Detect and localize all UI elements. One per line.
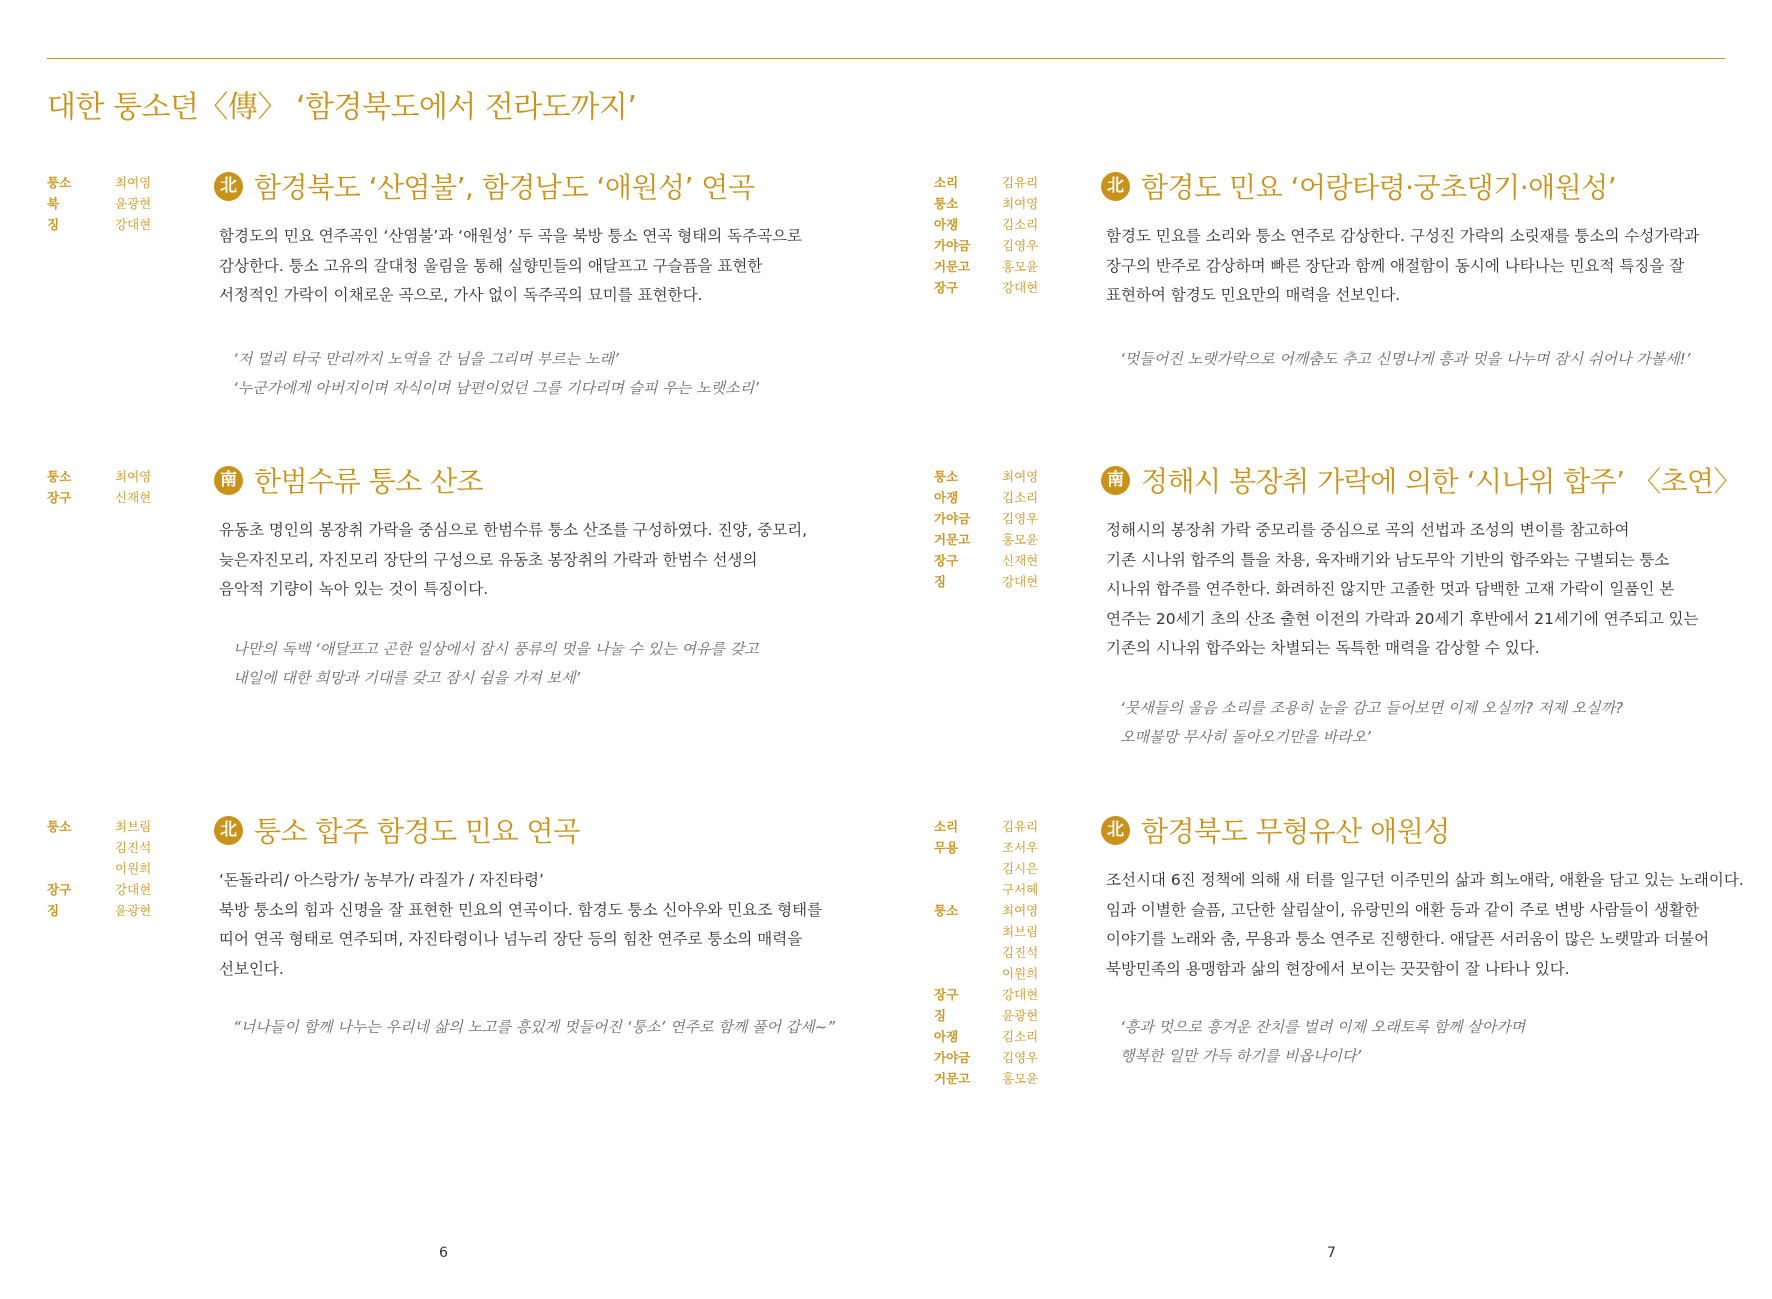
region-badge: 南 [1101,466,1130,495]
credit-role: 장구 [934,553,959,568]
credit-row [934,963,1094,984]
region-badge: 南 [214,466,243,495]
credit-name: 조서우 [1002,840,1039,855]
description-line: 유동초 명인의 봉장취 가락을 중심으로 한범수류 퉁소 산조를 구성하였다. 진양, 중모리, [219,521,808,539]
credit-name: 최브림 [1002,924,1039,939]
credit-role: 징 [934,574,947,589]
credit-name: 윤광현 [115,903,152,918]
credit-name: 신재현 [115,490,152,505]
item-heading [214,166,754,206]
item-title: 한범수류 퉁소 산조 [254,465,484,498]
item-title: 함경도 민요 ‘어랑타령·궁초댕기·애원성’ [1141,171,1617,204]
credit-row [934,837,1094,858]
item-quote [233,635,873,693]
credit-name: 강대현 [1002,574,1039,589]
top-rule [47,58,1725,59]
credit-row [934,858,1094,879]
page-number-left: 6 [439,1245,448,1261]
item-heading [1101,810,1450,850]
item-quote [233,1013,873,1042]
credit-row [47,900,207,921]
credit-row [934,529,1094,550]
credits-list [47,172,207,235]
credits-list [934,816,1094,1089]
description-line: 함경도 민요를 소리와 퉁소 연주로 감상한다. 구성진 가락의 소릿재를 퉁소의 수성가락과 [1106,227,1700,245]
credit-role: 퉁소 [934,903,959,918]
credit-role: 장구 [934,987,959,1002]
credit-row [47,816,207,837]
credits-list [934,466,1094,592]
credit-row [934,1026,1094,1047]
credit-row [47,879,207,900]
credit-role: 장구 [47,882,72,897]
credit-row [934,508,1094,529]
credit-role: 퉁소 [934,196,959,211]
credit-role: 가야금 [934,238,971,253]
credit-row [934,879,1094,900]
item-description [219,222,859,311]
description-line: ‘돈돌라리/ 아스랑가/ 농부가/ 라질가 / 자진타령’ [219,871,544,889]
credit-name: 홍모윤 [1002,532,1039,547]
credit-role: 아쟁 [934,490,959,505]
credit-row [47,193,207,214]
item-description [219,866,859,984]
item-description [1106,866,1746,984]
credit-name: 김진석 [115,840,152,855]
item-description [219,516,859,605]
credit-name: 김시은 [1002,861,1039,876]
credit-name: 김유리 [1002,819,1039,834]
credit-name: 강대현 [115,217,152,232]
credit-name: 신재현 [1002,553,1039,568]
description-line: 함경도의 민요 연주곡인 ‘산염불’과 ‘애원성’ 두 곡을 북방 퉁소 연곡 형태의 독주곡으로 [219,227,802,245]
item-description [1106,516,1746,664]
page-number-right: 7 [1327,1245,1336,1261]
credit-name: 김진석 [1002,945,1039,960]
credit-role: 거문고 [934,1071,971,1086]
credit-row [47,858,207,879]
description-line: 서정적인 가락이 이채로운 곡으로, 가사 없이 독주곡의 묘미를 표현한다. [219,286,703,304]
description-line: 시나위 합주를 연주한다. 화려하진 않지만 고졸한 멋과 담백한 고재 가락이 일품인 본 [1106,580,1675,598]
description-line: 띠어 연곡 형태로 연주되며, 자진타령이나 넘누리 장단 등의 힘찬 연주로 퉁소의 매력을 [219,930,803,948]
item-heading [1101,166,1616,206]
credit-name: 윤광현 [115,196,152,211]
credit-role: 퉁소 [47,469,72,484]
credit-name: 이원희 [1002,966,1039,981]
description-line: 이야기를 노래와 춤, 무용과 퉁소 연주로 진행한다. 애달픈 서러움이 많은 노랫말과 더불어 [1106,930,1710,948]
description-line: 기존의 시나위 합주와는 차별되는 독특한 매력을 감상할 수 있다. [1106,639,1540,657]
quote-line: ‘뭇새들의 울음 소리를 조용히 눈을 감고 들어보면 이제 오실까? 저제 오실까? [1120,699,1624,717]
description-line: 연주는 20세기 초의 산조 출현 이전의 가락과 20세기 후반에서 21세기에 연주되고 있는 [1106,609,1699,628]
credit-name: 김소리 [1002,490,1039,505]
quote-line: ‘누군가에게 아버지이며 자식이며 남편이었던 그를 기다리며 슬피 우는 노랫소리’ [233,379,759,397]
credit-name: 김영우 [1002,1050,1039,1065]
item-title: 정해시 봉장취 가락에 의한 ‘시나위 합주’ 〈초연〉 [1141,465,1742,498]
description-line: 기존 시나위 합주의 틀을 차용, 육자배기와 남도무악 기반의 합주와는 구별되는 퉁소 [1106,550,1670,569]
credit-row [934,942,1094,963]
credit-role: 징 [934,1008,947,1023]
quote-line: ‘저 멀리 타국 만리까지 노역을 간 님을 그리며 부르는 노래’ [233,350,619,368]
description-line: 정해시의 봉장취 가락 중모리를 중심으로 곡의 선법과 조성의 변이를 참고하여 [1106,521,1630,539]
credit-role: 퉁소 [934,469,959,484]
quote-line: ‘흥과 멋으로 흥겨운 잔치를 벌려 이제 오래토록 함께 살아가며 [1120,1018,1526,1036]
item-quote [1120,345,1760,374]
credit-role: 가야금 [934,511,971,526]
credit-role: 장구 [47,490,72,505]
credit-row [934,256,1094,277]
item-title: 퉁소 합주 함경도 민요 연곡 [254,815,580,848]
description-line: 북방민족의 용맹함과 삶의 현장에서 보이는 끗끗함이 잘 나타나 있다. [1106,959,1570,978]
credit-name: 홍모윤 [1002,1071,1039,1086]
credit-role: 무용 [934,840,959,855]
credits-list [47,466,207,508]
credit-row [934,466,1094,487]
item-heading [1101,460,1741,500]
credit-role: 소리 [934,819,959,834]
description-line: 표현하여 함경도 민요만의 매력을 선보인다. [1106,286,1401,304]
credit-row [934,1068,1094,1089]
credit-role: 징 [47,217,60,232]
credit-name: 김영우 [1002,511,1039,526]
credit-role: 소리 [934,175,959,190]
credit-role: 퉁소 [47,819,72,834]
quote-line: 나만의 독백 ‘애달프고 곤한 일상에서 잠시 풍류의 멋을 나눌 수 있는 여유를 갖고 [233,640,759,658]
item-description [1106,222,1746,311]
description-line: 늦은자진모리, 자진모리 장단의 구성으로 유동초 봉장취의 가락과 한범수 선생의 [219,550,758,569]
credit-name: 김소리 [1002,1029,1039,1044]
credit-name: 이원희 [115,861,152,876]
credit-row [47,172,207,193]
credit-row [934,1047,1094,1068]
quote-line: 행복한 일만 가득 하기를 비옵나이다’ [1120,1047,1362,1065]
credit-role: 징 [47,903,60,918]
credit-row [934,487,1094,508]
credit-name: 김소리 [1002,217,1039,232]
credit-role: 아쟁 [934,217,959,232]
credit-name: 최여영 [1002,196,1039,211]
description-line: 북방 퉁소의 힘과 신명을 잘 표현한 민요의 연곡이다. 함경도 퉁소 신아우와 민요조 형태를 [219,900,823,919]
credit-row [934,172,1094,193]
region-badge: 北 [1101,816,1130,845]
credits-list [47,816,207,921]
credit-name: 강대현 [1002,280,1039,295]
credit-row [934,900,1094,921]
quote-line: 내일에 대한 희망과 기대를 갖고 잠시 쉼을 가져 보세’ [233,669,581,687]
credit-role: 거문고 [934,259,971,274]
credit-row [934,214,1094,235]
credit-role: 거문고 [934,532,971,547]
credit-row [47,837,207,858]
credit-row [934,235,1094,256]
item-quote [233,345,873,403]
credit-name: 김유리 [1002,175,1039,190]
credits-list [934,172,1094,298]
credit-role: 아쟁 [934,1029,959,1044]
quote-line: 오매불망 무사히 돌아오기만을 바라오’ [1120,728,1371,746]
item-heading [214,460,483,500]
region-badge: 北 [214,816,243,845]
credit-name: 최여영 [115,175,152,190]
credit-row [934,550,1094,571]
credit-role: 퉁소 [47,175,72,190]
credit-row [934,1005,1094,1026]
credit-name: 구서혜 [1002,882,1039,897]
item-title: 함경북도 무형유산 애원성 [1141,815,1450,848]
item-quote [1120,1013,1760,1071]
credit-role: 북 [47,196,60,211]
region-badge: 北 [1101,172,1130,201]
credit-name: 최여영 [115,469,152,484]
description-line: 임과 이별한 슬픔, 고단한 살림살이, 유랑민의 애환 등과 같이 주로 변방 사람들이 생활한 [1106,900,1700,919]
credit-name: 윤광현 [1002,1008,1039,1023]
credit-name: 김영우 [1002,238,1039,253]
credit-row [934,571,1094,592]
page-title: 대한 퉁소뎐〈傳〉 ‘함경북도에서 전라도까지’ [47,90,637,125]
credit-row [934,984,1094,1005]
description-line: 조선시대 6진 정책에 의해 새 터를 일구던 이주민의 삶과 희노애락, 애환을 담고 있는 노래이다. [1106,871,1744,889]
item-heading [214,810,580,850]
region-badge: 北 [214,172,243,201]
credit-row [934,816,1094,837]
quote-line: “너나들이 함께 나누는 우리네 삶의 노고를 흥있게 멋들어진 ‘퉁소’ 연주로 함께 풀어 갑세~” [233,1018,836,1036]
credit-name: 최여영 [1002,469,1039,484]
description-line: 음악적 기량이 녹아 있는 것이 특징이다. [219,580,489,598]
item-title: 함경북도 ‘산염불’, 함경남도 ‘애원성’ 연곡 [254,171,755,204]
credit-name: 최여영 [1002,903,1039,918]
description-line: 장구의 반주로 감상하며 빠른 장단과 함께 애절함이 동시에 나타나는 민요적 특징을 잘 [1106,256,1685,275]
credit-row [934,193,1094,214]
credit-row [47,466,207,487]
description-line: 감상한다. 퉁소 고유의 갈대청 울림을 통해 실향민들의 애달프고 구슬픔을 표현한 [219,256,763,275]
item-quote [1120,694,1760,752]
credit-row [934,277,1094,298]
credit-row [47,487,207,508]
credit-name: 강대현 [1002,987,1039,1002]
credit-role: 장구 [934,280,959,295]
description-line: 선보인다. [219,959,284,978]
credit-name: 강대현 [115,882,152,897]
credit-name: 홍모윤 [1002,259,1039,274]
quote-line: ‘멋들어진 노랫가락으로 어깨춤도 추고 신명나게 흥과 멋을 나누며 잠시 쉬어나 가볼세!’ [1120,350,1691,368]
credit-name: 최브림 [115,819,152,834]
credit-role: 가야금 [934,1050,971,1065]
credit-row [47,214,207,235]
credit-row [934,921,1094,942]
